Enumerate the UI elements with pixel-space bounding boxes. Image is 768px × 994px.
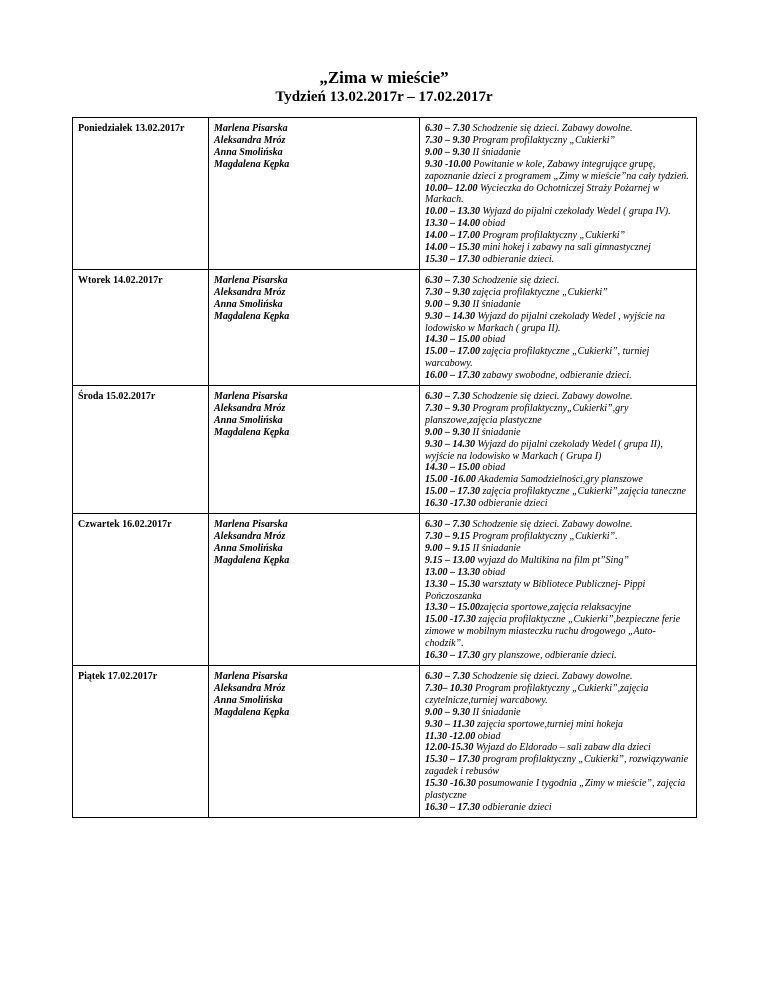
activity-time: 13.00 – 13.30 [425,566,480,578]
activity-entry [425,147,691,159]
activity-entry [425,519,691,531]
activity-time: 9.00 – 9.30 [425,146,470,158]
activity-description: Schodzenie się dzieci. Zabawy dowolne. [470,670,633,682]
activity-description: program profilaktyczny „Cukierki”, rozwiązywanie zagadek i rebusów [425,754,689,778]
activity-time: 6.30 – 7.30 [425,123,470,134]
day-cell: Czwartek 16.02.2017r [73,514,209,666]
activity-description: zajęcia sportowe,zajęcia relaksacyjne [480,602,631,614]
activity-entry [425,254,691,266]
activity-time: 11.30 -12.00 [425,730,476,742]
staff-name: Marlena Pisarska [214,391,288,403]
activity-time: 7.30 – 9.15 [425,531,470,542]
activity-description: zabawy swobodne, odbieranie dzieci. [480,370,632,382]
activity-description: II śniadanie [470,542,521,554]
document-subtitle: Tydzień 13.02.2017r – 17.02.2017r [275,89,493,105]
activity-entry [425,802,691,814]
activity-description: obiad [480,218,506,230]
activity-entry [425,462,691,474]
activity-entry [425,754,691,778]
activity-description: Wyjazd do pijalni czekolady Wedel ( grupa II), wyjście na lodowisko w Markach ( Grupa I) [425,438,663,462]
activity-entry [425,707,691,719]
staff-name: Aleksandra Mróz [214,682,286,694]
activity-description: Schodzenie się dzieci. Zabawy dowolne. [470,391,633,403]
activity-entry [425,183,691,207]
activity-description: Program profilaktyczny „Cukierki”. [470,531,618,542]
schedule-table [72,117,697,818]
document-title: „Zima w mieście” [319,68,449,87]
activity-time: 9.00 – 9.30 [425,298,470,310]
activity-description: posumowanie I tygodnia „Zimy w mieście”, zajęcia plastyczne [425,778,686,802]
activity-time: 9.00 – 9.30 [425,706,470,718]
activity-time: 6.30 – 7.30 [425,670,470,682]
day-cell: Poniedziałek 13.02.2017r [73,118,209,270]
activity-time: 15.30 – 17.30 [425,754,480,766]
staff-cell [209,118,420,270]
activity-entry [425,370,691,382]
activity-description: II śniadanie [470,146,521,158]
activity-description: II śniadanie [470,706,521,718]
activity-entry [425,719,691,731]
staff-name: Anna Smolińska [214,694,283,706]
staff-name: Marlena Pisarska [214,274,288,286]
activity-entry [425,671,691,683]
staff-name: Anna Smolińska [214,146,283,158]
staff-name: Magdalena Kępka [214,310,290,322]
activity-entry [425,123,691,135]
activity-time: 13.30 – 15.00 [425,602,480,614]
activity-description: obiad [475,730,501,742]
activity-description: II śniadanie [470,426,521,438]
activity-entry [425,731,691,743]
activity-description: Program profilaktyczny „Cukierki”,zajęcia czytelnicze,turniej warcabowy. [425,682,649,706]
activities-cell [420,386,697,514]
staff-name: Magdalena Kępka [214,554,290,566]
activity-time: 13.30 – 14.00 [425,218,480,230]
activity-description: Schodzenie się dzieci. [470,274,560,286]
activity-time: 14.00 – 15.30 [425,242,480,254]
activity-time: 10.00 – 13.30 [425,206,480,218]
activity-time: 16.30 -17.30 [425,498,476,510]
day-cell: Piątek 17.02.2017r [73,665,209,817]
staff-name: Aleksandra Mróz [214,402,286,414]
staff-cell [209,269,420,385]
activity-time: 15.00 – 17.30 [425,486,480,498]
activities-cell [420,118,697,270]
activity-entry [425,614,691,650]
activity-description: zajęcia profilaktyczne „Cukierki”,bezpieczne ferie zimowe w mobilnym miasteczku ruchu drogowego „Auto-chodzik”. [425,614,681,650]
activity-time: 15.00 -16.00 [425,474,476,486]
activity-time: 16.00 – 17.30 [425,370,480,382]
day-cell: Środa 15.02.2017r [73,386,209,514]
staff-cell [209,514,420,666]
staff-name: Aleksandra Mróz [214,531,286,542]
activity-time: 6.30 – 7.30 [425,519,470,531]
activity-description: II śniadanie [470,298,521,310]
activity-description: Program profilaktyczny„Cukierki”,gry planszowe,zajęcia plastyczne [425,402,629,426]
activity-description: zajęcia profilaktyczne „Cukierki”,zajęcia taneczne [480,486,686,498]
activity-entry [425,206,691,218]
schedule-row [73,386,697,514]
activity-time: 7.30 – 9.30 [425,286,470,298]
activity-entry [425,543,691,555]
staff-name: Marlena Pisarska [214,123,288,134]
activities-cell [420,269,697,385]
schedule-row [73,118,697,270]
activity-time: 14.00 – 17.00 [425,230,480,242]
activity-description: warsztaty w Bibliotece Publicznej- Pippi Pończoszanka [425,578,646,602]
activity-description: zajęcia profilaktyczne „Cukierki”, turniej warcabowy. [425,346,650,370]
activity-entry [425,230,691,242]
staff-name: Anna Smolińska [214,542,283,554]
activity-time: 15.00 – 17.00 [425,346,480,358]
activity-entry [425,334,691,346]
activity-entry [425,311,691,335]
activity-entry [425,778,691,802]
staff-name: Aleksandra Mróz [214,134,286,146]
activity-description: Powitanie w kole, Zabawy integrujące grupę, zapoznanie dzieci z programem „Zimy w mieście”na cały tydzień. [425,158,689,182]
activity-time: 13.30 – 15.30 [425,578,480,590]
activity-description: odbieranie dzieci [475,498,548,510]
activity-time: 6.30 – 7.30 [425,391,470,403]
activity-time: 9.30 – 14.30 [425,310,475,322]
activity-description: Schodzenie się dzieci. Zabawy dowolne. [470,519,633,531]
staff-cell [209,386,420,514]
activity-entry [425,683,691,707]
activity-time: 12.00-15.30 [425,742,474,754]
activity-description: Wycieczka do Ochotniczej Straży Pożarnej w Markach. [425,182,660,206]
staff-name: Anna Smolińska [214,414,283,426]
staff-name: Magdalena Kępka [214,158,290,170]
activity-description: odbieranie dzieci [480,801,552,813]
activity-time: 9.30 – 11.30 [425,718,475,730]
activity-entry [425,346,691,370]
activities-cell [420,514,697,666]
activity-description: Wyjazd do Eldorado – sali zabaw dla dzieci [473,742,651,754]
staff-name: Anna Smolińska [214,298,283,310]
activity-description: odbieranie dzieci. [480,253,555,265]
activity-description: Schodzenie się dzieci. Zabawy dowolne. [470,123,633,134]
activity-time: 16.30 – 17.30 [425,801,480,813]
schedule-body [73,118,697,818]
activity-description: mini hokej i zabawy na sali gimnastycznej [480,242,651,254]
activity-description: Wyjazd do pijalni czekolady Wedel ( grupa IV). [480,206,671,218]
schedule-row [73,514,697,666]
staff-name: Marlena Pisarska [214,519,288,531]
activity-time: 10.00– 12.00 [425,182,478,194]
activity-entry [425,650,691,662]
activity-time: 7.30– 10.30 [425,682,473,694]
activity-time: 7.30 – 9.30 [425,402,470,414]
activity-entry [425,403,691,427]
activity-description: Wyjazd do pijalni czekolady Wedel , wyjście na lodowisko w Markach ( grupa II). [425,310,666,334]
activity-description: Program profilaktyczny „Cukierki” [470,134,616,146]
activity-entry [425,218,691,230]
activity-entry [425,742,691,754]
activity-time: 9.15 – 13.00 [425,554,475,566]
activity-entry [425,287,691,299]
activity-entry [425,579,691,603]
activity-entry [425,486,691,498]
activity-entry [425,474,691,486]
activity-description: obiad [480,462,506,474]
activity-time: 6.30 – 7.30 [425,274,470,286]
staff-name: Marlena Pisarska [214,670,288,682]
schedule-row [73,665,697,817]
activity-entry [425,299,691,311]
staff-name: Magdalena Kępka [214,426,290,438]
day-cell: Wtorek 14.02.2017r [73,269,209,385]
activity-description: zajęcia sportowe,turniej mini hokeja [474,718,624,730]
staff-name: Magdalena Kępka [214,706,290,718]
activity-entry [425,439,691,463]
staff-name: Aleksandra Mróz [214,286,286,298]
activity-description: zajęcia profilaktyczne „Cukierki” [470,286,608,298]
activity-time: 9.30 – 14.30 [425,438,475,450]
activity-time: 16.30 – 17.30 [425,650,480,662]
activity-entry [425,391,691,403]
activity-description: Program profilaktyczny „Cukierki” [480,230,626,242]
activity-entry [425,555,691,567]
activity-entry [425,602,691,614]
activity-time: 15.30 -16.30 [425,778,476,790]
activity-time: 14.30 – 15.00 [425,334,480,346]
activity-description: obiad [480,566,506,578]
activity-time: 15.00 -17.30 [425,614,476,626]
activity-time: 7.30 – 9.30 [425,134,470,146]
activity-time: 9.00 – 9.15 [425,542,470,554]
activity-entry [425,135,691,147]
activity-time: 9.00 – 9.30 [425,426,470,438]
activity-time: 15.30 – 17.30 [425,253,480,265]
activity-entry [425,275,691,287]
activity-entry [425,498,691,510]
activity-description: Akademia Samodzielności,gry planszowe [475,474,643,486]
activity-time: 14.30 – 15.00 [425,462,480,474]
activity-time: 9.30 -10.00 [425,158,471,170]
activity-entry [425,242,691,254]
activity-entry [425,531,691,543]
staff-cell [209,665,420,817]
activity-entry [425,159,691,183]
activity-description: obiad [480,334,506,346]
activity-description: gry planszowe, odbieranie dzieci. [480,650,617,662]
activity-description: wyjazd do Multikina na film pt”Sing” [475,554,629,566]
activity-entry [425,427,691,439]
schedule-row [73,269,697,385]
activity-entry [425,567,691,579]
activities-cell [420,665,697,817]
